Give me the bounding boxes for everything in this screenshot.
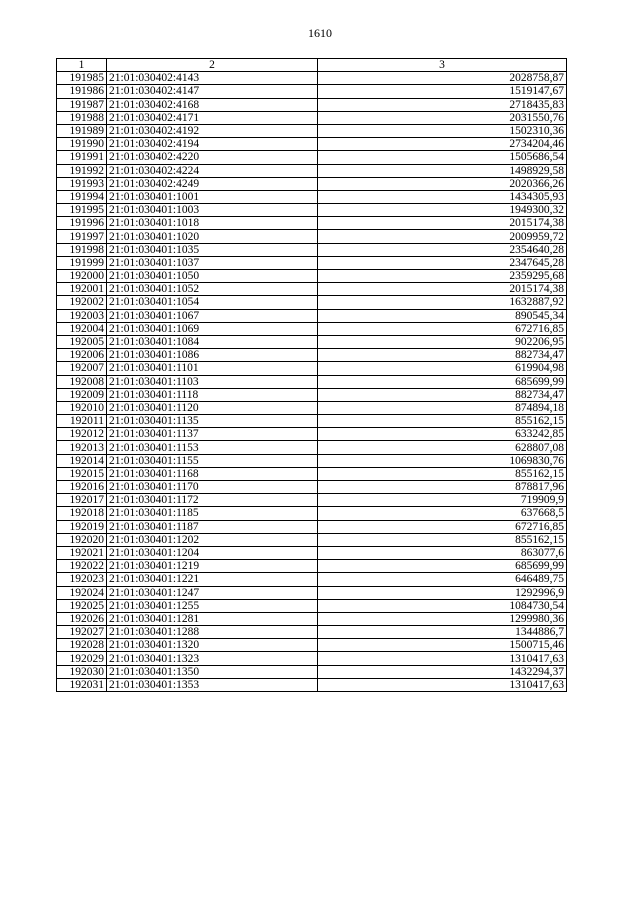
- row-number-cell: 191992: [57, 164, 107, 177]
- table-row: [57, 111, 567, 124]
- cadastral-number-cell: 21:01:030401:1219: [107, 560, 318, 573]
- row-number-cell: 192025: [57, 599, 107, 612]
- table-row: [57, 375, 567, 388]
- table-row: [57, 507, 567, 520]
- row-number-cell: 191985: [57, 72, 107, 85]
- table-row: [57, 626, 567, 639]
- cadastral-number-cell: 21:01:030401:1101: [107, 362, 318, 375]
- row-number-cell: 192030: [57, 665, 107, 678]
- cadastral-value-cell: 1084730,54: [318, 599, 567, 612]
- table-row: [57, 546, 567, 559]
- cadastral-number-cell: 21:01:030401:1118: [107, 388, 318, 401]
- row-number-cell: 191996: [57, 217, 107, 230]
- cadastral-number-cell: 21:01:030402:4249: [107, 177, 318, 190]
- row-number-cell: 192011: [57, 415, 107, 428]
- page-number: 1610: [308, 26, 332, 40]
- table-row: [57, 586, 567, 599]
- cadastral-number-cell: 21:01:030401:1172: [107, 494, 318, 507]
- table-body: [57, 72, 567, 692]
- cadastral-value-cell: 2015174,38: [318, 217, 567, 230]
- cadastral-value-cell: 1344886,7: [318, 626, 567, 639]
- cadastral-value-cell: 1500715,46: [318, 639, 567, 652]
- row-number-cell: 191990: [57, 138, 107, 151]
- cadastral-number-cell: 21:01:030401:1255: [107, 599, 318, 612]
- row-number-cell: 192013: [57, 441, 107, 454]
- table-row: [57, 190, 567, 203]
- row-number-cell: 192027: [57, 626, 107, 639]
- cadastral-value-cell: 646489,75: [318, 573, 567, 586]
- row-number-cell: 191994: [57, 190, 107, 203]
- cadastral-number-cell: 21:01:030401:1320: [107, 639, 318, 652]
- cadastral-number-cell: 21:01:030402:4194: [107, 138, 318, 151]
- row-number-cell: 192010: [57, 401, 107, 414]
- cadastral-value-cell: 902206,95: [318, 335, 567, 348]
- cadastral-value-cell: 1299980,36: [318, 612, 567, 625]
- cadastral-value-cell: 890545,34: [318, 309, 567, 322]
- row-number-cell: 192022: [57, 560, 107, 573]
- cadastral-number-cell: 21:01:030401:1202: [107, 533, 318, 546]
- row-number-cell: 192008: [57, 375, 107, 388]
- cadastral-number-cell: 21:01:030401:1067: [107, 309, 318, 322]
- table-row: [57, 124, 567, 137]
- row-number-cell: 191991: [57, 151, 107, 164]
- table-row: [57, 256, 567, 269]
- cadastral-number-cell: 21:01:030401:1050: [107, 270, 318, 283]
- table-row: [57, 428, 567, 441]
- table-row: [57, 481, 567, 494]
- row-number-cell: 192006: [57, 349, 107, 362]
- row-number-cell: 191986: [57, 85, 107, 98]
- cadastral-number-cell: 21:01:030402:4168: [107, 98, 318, 111]
- cadastral-number-cell: 21:01:030401:1350: [107, 665, 318, 678]
- cadastral-value-cell: 2028758,87: [318, 72, 567, 85]
- row-number-cell: 191997: [57, 230, 107, 243]
- table-row: [57, 573, 567, 586]
- cadastral-value-cell: 2359295,68: [318, 270, 567, 283]
- cadastral-number-cell: 21:01:030401:1069: [107, 322, 318, 335]
- table-row: [57, 296, 567, 309]
- table-row: [57, 85, 567, 98]
- table-row: [57, 270, 567, 283]
- row-number-cell: 192021: [57, 546, 107, 559]
- row-number-cell: 192014: [57, 454, 107, 467]
- row-number-cell: 192004: [57, 322, 107, 335]
- cadastral-value-cell: 874894,18: [318, 401, 567, 414]
- row-number-cell: 192007: [57, 362, 107, 375]
- table-row: [57, 560, 567, 573]
- table-row: [57, 415, 567, 428]
- row-number-cell: 192029: [57, 652, 107, 665]
- row-number-cell: 191995: [57, 204, 107, 217]
- row-number-cell: 192023: [57, 573, 107, 586]
- cadastral-value-cell: 1519147,67: [318, 85, 567, 98]
- cadastral-number-cell: 21:01:030401:1185: [107, 507, 318, 520]
- cadastral-value-cell: 863077,6: [318, 546, 567, 559]
- row-number-cell: 191988: [57, 111, 107, 124]
- column-header-2: 2: [107, 59, 318, 72]
- table-row: [57, 678, 567, 691]
- table-row: [57, 612, 567, 625]
- row-number-cell: 192005: [57, 335, 107, 348]
- cadastral-number-cell: 21:01:030401:1137: [107, 428, 318, 441]
- row-number-cell: 192016: [57, 481, 107, 494]
- cadastral-value-cell: 855162,15: [318, 533, 567, 546]
- row-number-cell: 192009: [57, 388, 107, 401]
- cadastral-number-cell: 21:01:030401:1037: [107, 256, 318, 269]
- cadastral-value-cell: 2734204,46: [318, 138, 567, 151]
- cadastral-value-cell: 719909,9: [318, 494, 567, 507]
- table-row: [57, 72, 567, 85]
- cadastral-number-cell: 21:01:030401:1170: [107, 481, 318, 494]
- cadastral-value-cell: 685699,99: [318, 560, 567, 573]
- cadastral-number-cell: 21:01:030401:1323: [107, 652, 318, 665]
- table-header: [57, 59, 567, 72]
- cadastral-value-cell: 855162,15: [318, 415, 567, 428]
- cadastral-number-cell: 21:01:030401:1155: [107, 454, 318, 467]
- row-number-cell: 192018: [57, 507, 107, 520]
- cadastral-number-cell: 21:01:030401:1003: [107, 204, 318, 217]
- table-row: [57, 362, 567, 375]
- cadastral-number-cell: 21:01:030401:1120: [107, 401, 318, 414]
- cadastral-value-cell: 2354640,28: [318, 243, 567, 256]
- cadastral-value-cell: 2020366,26: [318, 177, 567, 190]
- row-number-cell: 192001: [57, 283, 107, 296]
- cadastral-number-cell: 21:01:030401:1001: [107, 190, 318, 203]
- cadastral-number-cell: 21:01:030401:1103: [107, 375, 318, 388]
- cadastral-number-cell: 21:01:030401:1353: [107, 678, 318, 691]
- cadastral-number-cell: 21:01:030401:1221: [107, 573, 318, 586]
- cadastral-number-cell: 21:01:030401:1281: [107, 612, 318, 625]
- cadastral-value-cell: 2009959,72: [318, 230, 567, 243]
- table-row: [57, 441, 567, 454]
- table-row: [57, 599, 567, 612]
- table-row: [57, 454, 567, 467]
- cadastral-number-cell: 21:01:030402:4143: [107, 72, 318, 85]
- table-row: [57, 520, 567, 533]
- row-number-cell: 191987: [57, 98, 107, 111]
- cadastral-number-cell: 21:01:030401:1035: [107, 243, 318, 256]
- row-number-cell: 192012: [57, 428, 107, 441]
- cadastral-number-cell: 21:01:030401:1020: [107, 230, 318, 243]
- table-row: [57, 177, 567, 190]
- table-row: [57, 388, 567, 401]
- cadastral-number-cell: 21:01:030401:1187: [107, 520, 318, 533]
- row-number-cell: 192000: [57, 270, 107, 283]
- row-number-cell: 192002: [57, 296, 107, 309]
- cadastral-value-cell: 1632887,92: [318, 296, 567, 309]
- cadastral-value-cell: 1069830,76: [318, 454, 567, 467]
- row-number-cell: 192020: [57, 533, 107, 546]
- cadastral-value-cell: 882734,47: [318, 388, 567, 401]
- table-row: [57, 335, 567, 348]
- cadastral-value-cell: 1434305,93: [318, 190, 567, 203]
- table-row: [57, 349, 567, 362]
- cadastral-number-cell: 21:01:030401:1018: [107, 217, 318, 230]
- cadastral-value-cell: 685699,99: [318, 375, 567, 388]
- cadastral-number-cell: 21:01:030401:1204: [107, 546, 318, 559]
- cadastral-value-cell: 2718435,83: [318, 98, 567, 111]
- row-number-cell: 192017: [57, 494, 107, 507]
- cadastral-number-cell: 21:01:030402:4192: [107, 124, 318, 137]
- table-row: [57, 98, 567, 111]
- table-row: [57, 322, 567, 335]
- row-number-cell: 191989: [57, 124, 107, 137]
- cadastral-number-cell: 21:01:030401:1086: [107, 349, 318, 362]
- table-row: [57, 138, 567, 151]
- row-number-cell: 192015: [57, 467, 107, 480]
- table-row: [57, 283, 567, 296]
- table-row: [57, 243, 567, 256]
- cadastral-value-cell: 1310417,63: [318, 652, 567, 665]
- cadastral-number-cell: 21:01:030401:1168: [107, 467, 318, 480]
- cadastral-value-cell: 878817,96: [318, 481, 567, 494]
- row-number-cell: 192031: [57, 678, 107, 691]
- cadastral-value-cell: 1432294,37: [318, 665, 567, 678]
- table-row: [57, 230, 567, 243]
- cadastral-number-cell: 21:01:030402:4147: [107, 85, 318, 98]
- row-number-cell: 191999: [57, 256, 107, 269]
- cadastral-value-cell: 672716,85: [318, 520, 567, 533]
- row-number-cell: 192028: [57, 639, 107, 652]
- cadastral-value-cell: 1310417,63: [318, 678, 567, 691]
- table-row: [57, 639, 567, 652]
- cadastral-number-cell: 21:01:030402:4171: [107, 111, 318, 124]
- row-number-cell: 191998: [57, 243, 107, 256]
- cadastral-number-cell: 21:01:030401:1153: [107, 441, 318, 454]
- table-row: [57, 665, 567, 678]
- cadastral-value-cell: 628807,08: [318, 441, 567, 454]
- cadastral-number-cell: 21:01:030401:1054: [107, 296, 318, 309]
- table-row: [57, 533, 567, 546]
- cadastral-value-cell: 672716,85: [318, 322, 567, 335]
- row-number-cell: 192019: [57, 520, 107, 533]
- cadastral-value-cell: 2031550,76: [318, 111, 567, 124]
- cadastral-value-cell: 1949300,32: [318, 204, 567, 217]
- row-number-cell: 192026: [57, 612, 107, 625]
- cadastral-value-cell: 637668,5: [318, 507, 567, 520]
- cadastral-value-cell: 1292996,9: [318, 586, 567, 599]
- cadastral-value-cell: 855162,15: [318, 467, 567, 480]
- cadastral-number-cell: 21:01:030401:1052: [107, 283, 318, 296]
- cadastral-value-cell: 633242,85: [318, 428, 567, 441]
- table-row: [57, 652, 567, 665]
- table-row: [57, 151, 567, 164]
- cadastral-number-cell: 21:01:030401:1084: [107, 335, 318, 348]
- cadastral-value-cell: 2015174,38: [318, 283, 567, 296]
- table-row: [57, 494, 567, 507]
- cadastral-number-cell: 21:01:030401:1247: [107, 586, 318, 599]
- cadastral-number-cell: 21:01:030401:1135: [107, 415, 318, 428]
- table-row: [57, 309, 567, 322]
- cadastral-value-cell: 2347645,28: [318, 256, 567, 269]
- row-number-cell: 191993: [57, 177, 107, 190]
- row-number-cell: 192003: [57, 309, 107, 322]
- table-row: [57, 217, 567, 230]
- cadastral-number-cell: 21:01:030402:4220: [107, 151, 318, 164]
- cadastral-value-table: [56, 58, 567, 692]
- table-row: [57, 467, 567, 480]
- cadastral-value-cell: 882734,47: [318, 349, 567, 362]
- column-header-1: 1: [57, 59, 107, 72]
- cadastral-value-cell: 619904,98: [318, 362, 567, 375]
- column-header-3: 3: [318, 59, 567, 72]
- cadastral-number-cell: 21:01:030401:1288: [107, 626, 318, 639]
- row-number-cell: 192024: [57, 586, 107, 599]
- cadastral-value-cell: 1505686,54: [318, 151, 567, 164]
- table-row: [57, 164, 567, 177]
- table-row: [57, 401, 567, 414]
- cadastral-number-cell: 21:01:030402:4224: [107, 164, 318, 177]
- header-row: [57, 59, 567, 72]
- table-row: [57, 204, 567, 217]
- cadastral-value-cell: 1498929,58: [318, 164, 567, 177]
- cadastral-value-cell: 1502310,36: [318, 124, 567, 137]
